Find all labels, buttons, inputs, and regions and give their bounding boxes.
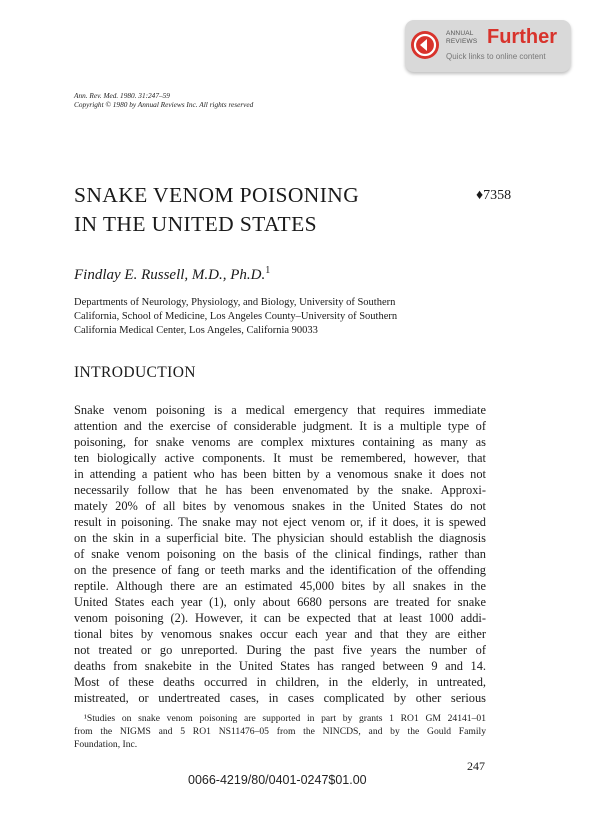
article-title (74, 181, 359, 239)
body-line: result in poisoning. The snake may not eject venom or, if it does, it is spewed (74, 515, 486, 529)
body-line: tional bites by venomous snakes occur each year and that they are either (74, 627, 486, 641)
body-line: mistreated, or undertreated cases, in cases complicated by other serious (74, 691, 486, 705)
footnote-mark: 1 (265, 265, 271, 276)
annual-reviews-further-badge[interactable] (405, 20, 571, 72)
affiliation-line: Departments of Neurology, Physiology, and Biology, University of Southern (74, 297, 396, 308)
body-line: ten biologically active components. It must be remembered, however, that (74, 451, 486, 465)
affiliation-line: California, School of Medicine, Los Angeles County–University of Southern (74, 311, 398, 322)
copyright-line: Copyright © 1980 by Annual Reviews Inc. All rights reserved (74, 100, 254, 109)
page-number: 247 (467, 759, 485, 773)
footnote-line: Foundation, Inc. (74, 739, 138, 750)
title-line: SNAKE VENOM POISONING (74, 183, 360, 207)
article-code: ♦7358 (476, 188, 512, 203)
body-line: venom poisoning (2). However, it can be expected that at least 1000 addi- (74, 611, 486, 625)
price-code: 0066-4219/80/0401-0247$01.00 (188, 773, 367, 787)
body-line: Most of these deaths occurred in children, in the elderly, in untreated, (74, 675, 486, 689)
badge-further-title: Further (487, 26, 557, 48)
title-line: IN THE UNITED STATES (74, 212, 317, 236)
footnote-line: from the NIGMS and 5 RO1 NS11476–05 from the NINCDS, and by the Gould Family (74, 726, 486, 737)
body-line: on the presence of fang or teeth marks and the identification of the offending (74, 563, 486, 577)
badge-subtitle: Quick links to online content (446, 52, 546, 61)
body-line: United States each year (1), only about 6680 persons are treated for snake (74, 595, 486, 609)
body-line: deaths from snakebite in the United States has ranged between 9 and 14. (74, 659, 486, 673)
journal-citation (74, 91, 253, 109)
body-line: necessarily follow that he has been envenomated by the snake. Approxi- (74, 483, 486, 497)
author-name-text: Findlay E. Russell, M.D., Ph.D. (74, 267, 266, 283)
body-paragraph (74, 402, 486, 706)
author-affiliation (74, 296, 494, 338)
citation-line: Ann. Rev. Med. 1980. 31:247–59 (74, 91, 170, 100)
author-name (74, 265, 270, 284)
body-line: on the skin in a superficial bite. The physician should establish the diagnosis (74, 531, 486, 545)
body-line: of snake venom poisoning on the basis of the clinical findings, rather than (74, 547, 486, 561)
footnote (74, 712, 486, 751)
badge-publisher-label: ANNUAL REVIEWS (446, 30, 478, 45)
body-line: attention and the exercise of considerable judgment. It is a multiple type of (74, 419, 486, 433)
footnote-line: ¹Studies on snake venom poisoning are supported in part by grants 1 RO1 GM 24141–01 (84, 713, 486, 724)
body-line: reptile. Although there are an estimated 45,000 bites by all snakes in the (74, 579, 486, 593)
body-line: in attending a patient who has been bitten by a venomous snake it does not (74, 467, 486, 481)
body-line: poisoning, for snake venoms are complex mixtures containing as many as (74, 435, 486, 449)
body-line: Snake venom poisoning is a medical emergency that requires immediate (74, 403, 486, 417)
body-line: mately 20% of all bites by venomous snakes in the United States do not (74, 499, 486, 513)
section-heading: INTRODUCTION (74, 364, 196, 381)
affiliation-line: California Medical Center, Los Angeles, California 90033 (74, 325, 318, 336)
further-logo-icon (411, 31, 439, 59)
body-line: not treated or go unreported. During the past five years the number of (74, 643, 486, 657)
